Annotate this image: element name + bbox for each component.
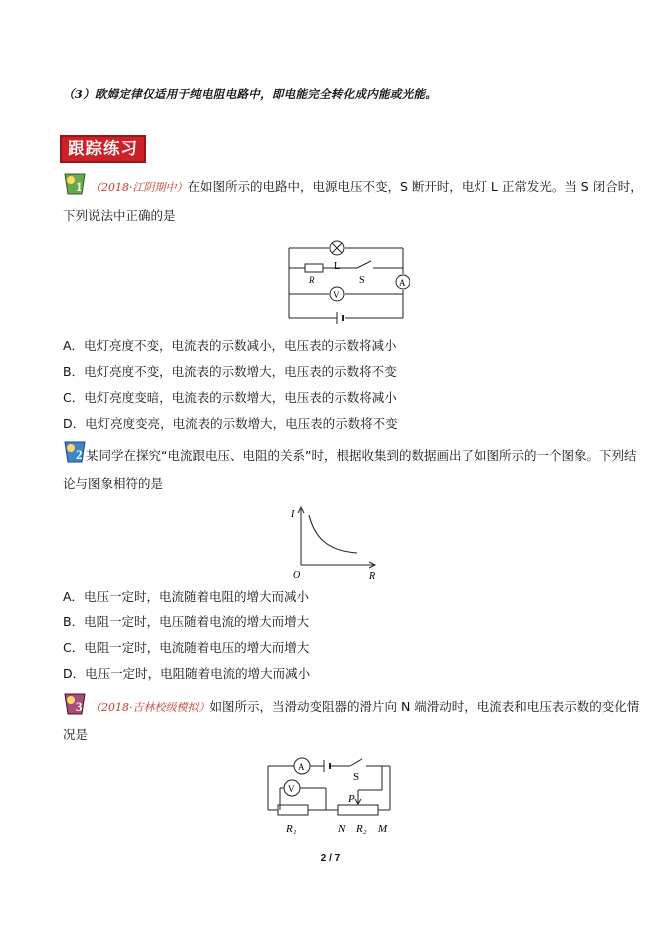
section-banner bbox=[60, 135, 146, 163]
question-1-icon bbox=[62, 171, 88, 197]
question-1-number: 1 bbox=[76, 179, 83, 194]
circuit1-label-A: A bbox=[399, 278, 406, 288]
question-2-icon bbox=[62, 439, 88, 465]
question-2-number: 2 bbox=[76, 447, 83, 462]
question-1-source: （2018·江阴期中） bbox=[90, 181, 188, 194]
question-1-option-c: C．电灯亮度变暗，电流表的示数增大，电压表的示数将减小 bbox=[63, 390, 397, 405]
graph-i-vs-r bbox=[285, 503, 380, 583]
circuit3-label-A: A bbox=[298, 762, 305, 772]
question-1-line1 bbox=[90, 177, 643, 195]
circuit1-label-V: V bbox=[333, 290, 340, 300]
question-3-line1 bbox=[90, 697, 639, 715]
question-2-option-c: C．电阻一定时，电流随着电压的增大而增大 bbox=[63, 640, 310, 655]
question-2-line2: 论与图象相符的是 bbox=[63, 476, 164, 491]
circuit3-label-M: M bbox=[378, 823, 388, 835]
question-2-option-d: D．电压一定时，电阻随着电流的增大而减小 bbox=[63, 666, 311, 681]
page-number: 2 / 7 bbox=[320, 853, 341, 864]
question-3-source: （2018·吉林校级模拟） bbox=[90, 701, 210, 714]
question-2-line1: 某同学在探究“电流跟电压、电阻的关系”时，根据收集到的数据画出了如图所示的一个图象。下列结 bbox=[86, 448, 637, 463]
circuit1-label-S: S bbox=[359, 275, 365, 286]
question-1-text1: 在如图所示的电路中，电源电压不变，S 断开时，电灯 L 正常发光。当 S 闭合时， bbox=[187, 179, 643, 194]
question-3-text1: 如图所示，当滑动变阻器的滑片向 N 端滑动时，电流表和电压表示数的变化情 bbox=[209, 699, 640, 714]
section-title: 跟踪练习 bbox=[68, 139, 138, 158]
question-1-option-a: A．电灯亮度不变，电流表的示数减小，电压表的示数将减小 bbox=[63, 338, 397, 353]
question-3-icon bbox=[62, 691, 88, 717]
circuit3-label-R2: R₂ bbox=[356, 823, 367, 835]
circuit3-label-V: V bbox=[288, 784, 295, 794]
circuit3-label-N: N bbox=[338, 823, 346, 835]
circuit3-label-S: S bbox=[353, 771, 360, 783]
graph-label-i: I bbox=[291, 509, 295, 520]
question-1-option-d: D．电灯亮度变亮，电流表的示数增大，电压表的示数将不变 bbox=[63, 416, 398, 431]
question-3-number: 3 bbox=[76, 699, 83, 714]
circuit3-label-R1: R₁ bbox=[286, 823, 297, 835]
note-line: （3）欧姆定律仅适用于纯电阻电路中，即电能完全转化成内能或光能。 bbox=[63, 87, 438, 101]
question-3-line2: 况是 bbox=[63, 727, 89, 742]
circuit-diagram-1 bbox=[285, 238, 410, 326]
circuit-diagram-3 bbox=[258, 752, 398, 842]
question-1-line2: 下列说法中正确的是 bbox=[63, 208, 176, 223]
circuit1-label-L: L bbox=[334, 261, 341, 272]
question-2-option-b: B．电阻一定时，电压随着电流的增大而增大 bbox=[63, 614, 310, 629]
graph-label-o: O bbox=[293, 570, 301, 581]
circuit3-label-P: P bbox=[348, 793, 355, 805]
question-1-option-b: B．电灯亮度不变，电流表的示数增大，电压表的示数将不变 bbox=[63, 364, 397, 379]
graph-label-r: R bbox=[369, 571, 376, 582]
circuit1-label-R: R bbox=[309, 275, 315, 285]
question-2-option-a: A．电压一定时，电流随着电阻的增大而减小 bbox=[63, 589, 310, 604]
